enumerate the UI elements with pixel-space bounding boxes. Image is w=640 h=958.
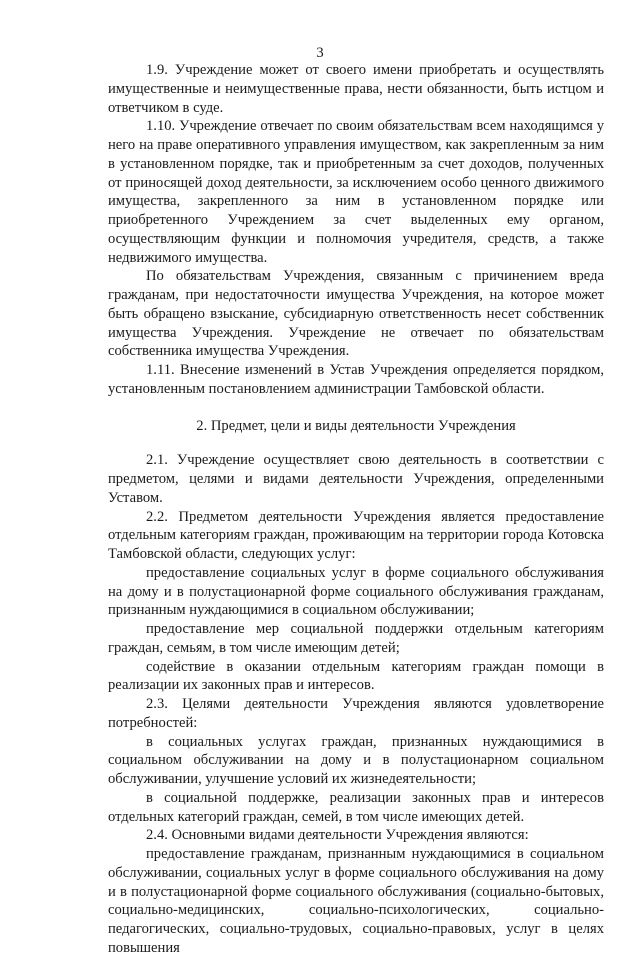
paragraph-1-11: 1.11. Внесение изменений в Устав Учреждения определяется порядком, установленным постановлением администрации Тамбовской области. (108, 362, 604, 397)
paragraph-1-10: 1.10. Учреждение отвечает по своим обязательствам всем находящимся у него на праве оперативного управления имуществом, как закрепленным за ним в установленном порядке, так и приобретенным за счет доходов, полученных от приносящей доход деятельности, за исключением особо ценного движимого имущества, закрепленного за ним в установленном порядке или приобретенного Учреждением за счет выделенных ему органом, осуществляющим функции и полномочия учредителя, средств, а также недвижимого имущества. (108, 118, 604, 266)
paragraph-2-1: 2.1. Учреждение осуществляет свою деятельность в соответствии с предметом, целями и видами деятельности Учреждения, определенными Уставом. (108, 452, 604, 506)
paragraph-2-2-item-3: содействие в оказании отдельным категориям граждан помощи в реализации их законных прав и интересов. (108, 658, 604, 694)
paragraph-2-3: 2.3. Целями деятельности Учреждения являются удовлетворение потребностей: (108, 696, 604, 731)
paragraph-liability: По обязательствам Учреждения, связанным с причинением вреда гражданам, при недостаточности имущества Учреждения, на которое может быть обращено взыскание, субсидиарную ответственность несет собственник имущества Учреждения. Учреждение не отвечает по обязательствам собственника имущества Учреждения. (108, 268, 604, 360)
paragraph-2-2-item-2: предоставление мер социальной поддержки отдельным категориям граждан, семьям, в том числе имеющим детей; (108, 621, 604, 656)
paragraph-2-4: 2.4. Основными видами деятельности Учреждения являются: (146, 827, 529, 844)
paragraph-2-3-item-2: в социальной поддержке, реализации законных прав и интересов отдельных категорий граждан, семей, в том числе имеющих детей. (108, 789, 604, 825)
paragraph-2-2-item-1: предоставление социальных услуг в форме социального обслуживания на дому и в полустационарной форме социального обслуживания гражданам, признанным нуждающимися в социальном обслуживании; (108, 564, 604, 619)
paragraph-2-4-item-1: предоставление гражданам, признанным нуждающимися в социальном обслуживании, социальных услуг в форме социального обслуживания на дому и в полустационарной форме социального обслуживания (социально-бытовых, социально-медицинских, социально-психологических, социально-педагогических, социально-трудовых, социально-правовых, услуг в целях повышения (108, 846, 604, 956)
section-heading: 2. Предмет, цели и виды деятельности Учреждения (196, 417, 516, 434)
paragraph-2-3-item-1: в социальных услугах граждан, признанных нуждающимися в социальном обслуживании на дому и в полустационарном социальном обслуживании, улучшение условий их жизнедеятельности; (108, 733, 604, 787)
paragraph-2-2: 2.2. Предметом деятельности Учреждения является предоставление отдельным категориям граждан, проживающим на территории города Котовска Тамбовской области, следующих услуг: (108, 508, 604, 562)
page-number: 3 (316, 45, 324, 61)
document-body (108, 61, 604, 958)
paragraph-1-9: 1.9. Учреждение может от своего имени приобретать и осуществлять имущественные и неимущественные права, нести обязанности, быть истцом и ответчиком в суде. (108, 62, 604, 116)
